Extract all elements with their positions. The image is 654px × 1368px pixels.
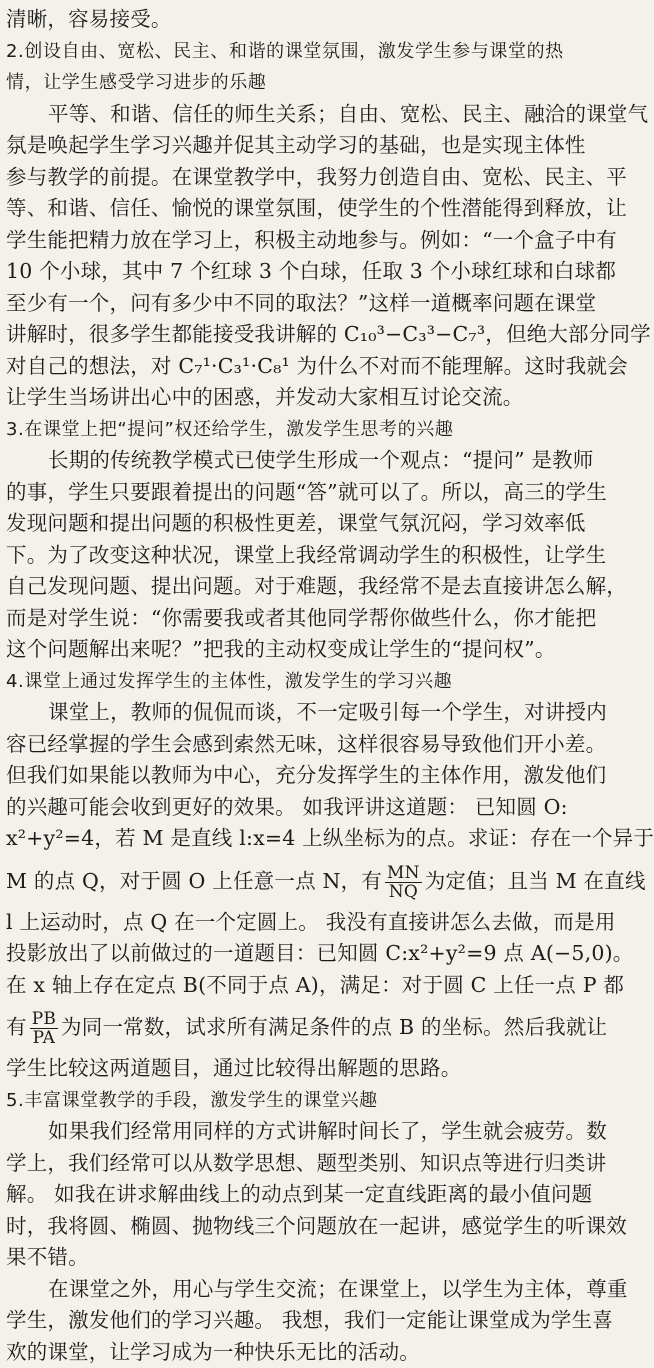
text-line: x²+y²=4，若 M 是直线 l:x=4 上纵坐标为的点。求证：存在一个异于 xyxy=(6,823,562,855)
text-line: 欢的课堂，让学习成为一种快乐无比的活动。 xyxy=(6,1337,562,1368)
text-line: l 上运动时，点 Q 在一个定圆上。 我没有直接讲怎么去做，而是用 xyxy=(6,907,562,939)
text-line: 的事，学生只要跟着提出的问题“答”就可以了。所以，高三的学生 xyxy=(6,477,562,509)
fraction-numerator: MN xyxy=(385,864,422,883)
text-fragment: 有 xyxy=(6,1015,27,1039)
text-line: 下。为了改变这种状况，课堂上我经常调动学生的积极性，让学生 xyxy=(6,540,562,572)
text-line: 10 个小球，其中 7 个红球 3 个白球，任取 3 个小球红球和白球都 xyxy=(6,256,562,288)
text-line: 在 x 轴上存在定点 B(不同于点 A)，满足：对于圆 C 上任一点 P 都 xyxy=(6,970,562,1002)
section-heading: 2.创设自由、宽松、民主、和谐的课堂氛围，激发学生参与课堂的热 xyxy=(6,36,562,68)
text-fragment: M 的点 Q，对于圆 O 上任意一点 N，有 xyxy=(6,869,382,893)
text-line: 如果我们经常用同样的方式讲解时间长了，学生就会疲劳。数 xyxy=(6,1116,562,1148)
section-heading: 3.在课堂上把“提问”权还给学生，激发学生思考的兴趣 xyxy=(6,414,562,446)
text-line: 学生比较这两道题目，通过比较得出解题的思路。 xyxy=(6,1053,562,1085)
fraction-denominator: PA xyxy=(30,1029,58,1047)
text-line: 时，我将圆、椭圆、抛物线三个问题放在一起讲，感觉学生的听课效 xyxy=(6,1211,562,1243)
text-line: 至少有一个，问有多少中不同的取法？”这样一道概率问题在课堂 xyxy=(6,288,562,320)
text-line: 在课堂之外，用心与学生交流；在课堂上，以学生为主体，尊重 xyxy=(6,1274,562,1306)
text-line: 参与教学的前提。在课堂教学中，我努力创造自由、宽松、民主、平 xyxy=(6,162,562,194)
text-line: 清晰，容易接受。 xyxy=(6,4,562,36)
text-line: 平等、和谐、信任的师生关系；自由、宽松、民主、融洽的课堂气 xyxy=(6,99,562,131)
text-line: 果不错。 xyxy=(6,1242,562,1274)
text-line: 学生，激发他们的学习兴趣。 我想，我们一定能让课堂成为学生喜 xyxy=(6,1305,562,1337)
section-heading: 5.丰富课堂教学的手段，激发学生的课堂兴趣 xyxy=(6,1085,562,1117)
fraction-pb-over-pa xyxy=(30,1010,58,1047)
text-fragment: 为同一常数，试求所有满足条件的点 B 的坐标。然后我就让 xyxy=(61,1015,607,1039)
section-heading: 4.课堂上通过发挥学生的主体性，激发学生的学习兴趣 xyxy=(6,666,562,698)
text-line: 但我们如果能以教师为中心，充分发挥学生的主体作用，激发他们 xyxy=(6,760,562,792)
fraction-numerator: PB xyxy=(30,1010,58,1029)
text-line: 长期的传统教学模式已使学生形成一个观点：“提问” 是教师 xyxy=(6,445,562,477)
text-line: 发现问题和提出问题的积极性更差，课堂气氛沉闷，学习效率低 xyxy=(6,508,562,540)
text-line: 容已经掌握的学生会感到索然无味，这样很容易导致他们开小差。 xyxy=(6,729,562,761)
text-line: 学上，我们经常可以从数学思想、题型类别、知识点等进行归类讲 xyxy=(6,1148,562,1180)
fraction-mn-over-nq xyxy=(385,864,422,901)
text-line: 自己发现问题、提出问题。对于难题，我经常不是去直接讲怎么解， xyxy=(6,571,562,603)
text-line: 氛是唤起学生学习兴趣并促其主动学习的基础，也是实现主体性 xyxy=(6,130,562,162)
text-line: 讲解时，很多学生都能接受我讲解的 C₁₀³−C₃³−C₇³，但绝大部分同学 xyxy=(6,319,562,351)
section-heading: 情，让学生感受学习进步的乐趣 xyxy=(6,67,562,99)
text-line: 解。 如我在讲求解曲线上的动点到某一定直线距离的最小值问题 xyxy=(6,1179,562,1211)
fraction-denominator: NQ xyxy=(385,883,422,901)
text-line-with-fraction xyxy=(6,1001,562,1053)
text-line: 投影放出了以前做过的一道题目：已知圆 C:x²+y²=9 点 A(−5,0)。 xyxy=(6,938,562,970)
text-line: 等、和谐、信任、愉悦的课堂氛围，使学生的个性潜能得到释放，让 xyxy=(6,193,562,225)
text-line: 这个问题解出来呢？”把我的主动权变成让学生的“提问权”。 xyxy=(6,634,562,666)
text-line: 让学生当场讲出心中的困惑，并发动大家相互讨论交流。 xyxy=(6,382,562,414)
text-line: 的兴趣可能会收到更好的效果。 如我评讲这道题： 已知圆 O: xyxy=(6,792,562,824)
text-line: 而是对学生说：“你需要我或者其他同学帮你做些什么，你才能把 xyxy=(6,603,562,635)
text-line-with-fraction xyxy=(6,855,562,907)
text-line: 对自己的想法，对 C₇¹·C₃¹·C₈¹ 为什么不对而不能理解。这时我就会 xyxy=(6,351,562,383)
text-line: 学生能把精力放在学习上，积极主动地参与。例如：“一个盒子中有 xyxy=(6,225,562,257)
text-fragment: 为定值；且当 M 在直线 xyxy=(425,869,646,893)
text-line: 课堂上，教师的侃侃而谈，不一定吸引每一个学生，对讲授内 xyxy=(6,697,562,729)
